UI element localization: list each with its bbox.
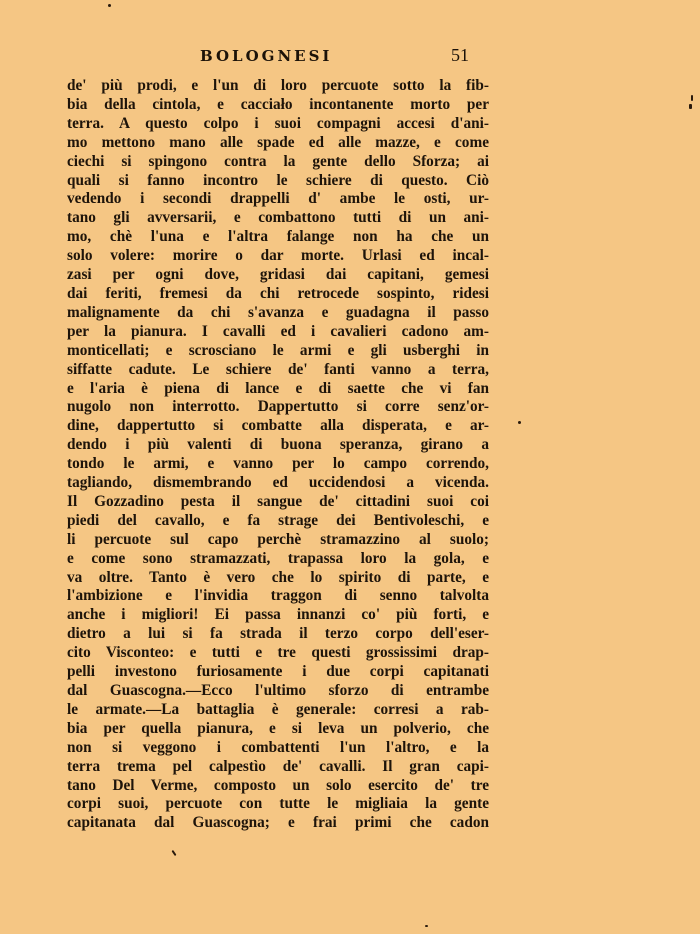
scan-speck [689,104,692,109]
text-line: dendo i più valenti di buona speranza, girano a [67,436,489,454]
scan-speck [518,421,521,424]
body-text [67,77,489,833]
text-line: bia per quella pianura, e si leva un polverio, che [67,719,489,737]
text-line: li percuote sul capo perchè stramazzino al suolo; [67,530,489,548]
text-line: dai feriti, fremesi da chi retrocede sospinto, ridesi [67,284,489,302]
text-line: l'ambizione e l'invidia traggon di senno talvolta [67,587,489,605]
running-title: BOLOGNESI [200,47,333,65]
text-line: tondo le armi, e vanno per lo campo correndo, [67,455,489,473]
scan-speck [691,95,693,101]
text-line: vedendo i secondi drappelli d' ambe le osti, ur- [67,190,489,208]
text-line: terra trema pel calpestìo de' cavalli. Il gran capi- [67,757,489,775]
scan-speck [171,850,176,856]
text-line: dine, dappertutto si combatte alla disperata, e ar- [67,417,489,435]
text-line: cito Visconteo: e tutti e tre questi grossissimi drap- [67,644,489,662]
text-line: corpi suoi, percuote con tutte le migliaia la gente [67,795,489,813]
text-line: terra. A questo colpo i suoi compagni accesi d'ani- [67,114,489,132]
text-line: malignamente da chi s'avanza e guadagna il passo [67,303,489,321]
text-line: e l'aria è piena di lance e di saette che vi fan [67,379,489,397]
scan-speck [425,925,428,927]
text-line: bia della cintola, e cacciało incontanente morto per [67,95,489,113]
text-line: non si veggono i combattenti l'un l'altro, e la [67,738,489,756]
text-line: zasi per ogni dove, gridasi dai capitani, gemesi [67,266,489,284]
text-line: tagliando, dismembrando ed uccidendosi a vicenda. [67,474,489,492]
text-line: le armate.—La battaglia è generale: corresi a rab- [67,700,489,718]
text-line: Il Gozzadino pesta il sangue de' cittadini suoi coi [67,492,489,510]
text-line: nugolo non interrotto. Dappertutto si corre senz'or- [67,398,489,416]
text-line: monticellati; e scrosciano le armi e gli usberghi in [67,341,489,359]
text-line: de' più prodi, e l'un di loro percuote sotto la fib- [67,77,489,94]
text-line: anche i migliori! Ei passa innanzi co' più forti, e [67,606,489,624]
text-line: dietro a lui si fa strada il terzo corpo dell'eser- [67,625,489,643]
text-line: tano gli avversarii, e combattono tutti di un ani- [67,209,489,227]
text-line: tano Del Verme, composto un solo esercito de' tre [67,776,489,794]
text-line: per la pianura. I cavalli ed i cavalieri cadono am- [67,322,489,340]
text-line: ciechi si spingono contra la gente dello Sforza; ai [67,152,489,170]
text-line: solo volere: morire o dar morte. Urlasi ed incal- [67,247,489,265]
text-line: e come sono stramazzati, trapassa loro la gola, e [67,549,489,567]
text-line: va oltre. Tanto è vero che lo spirito di parte, e [67,568,489,586]
text-line: pelli investono furiosamente i due corpi capitanati [67,663,489,681]
text-line: siffatte cadute. Le schiere de' fanti vanno a terra, [67,360,489,378]
text-line: piedi del cavallo, e fa strage dei Bentivoleschi, e [67,511,489,529]
text-line: mo, chè l'una e l'altra falange non ha che un [67,228,489,246]
scan-speck [108,4,111,7]
text-line: mo mettono mano alle spade ed alle mazze, e come [67,133,489,151]
text-line: quali si fanno incontro le schiere di questo. Ciò [67,171,489,189]
page-number: 51 [451,45,469,65]
text-line: capitanata dal Guascogna; e frai primi che cadon [67,814,489,832]
text-line: dal Guascogna.—Ecco l'ultimo sforzo di entrambe [67,682,489,699]
